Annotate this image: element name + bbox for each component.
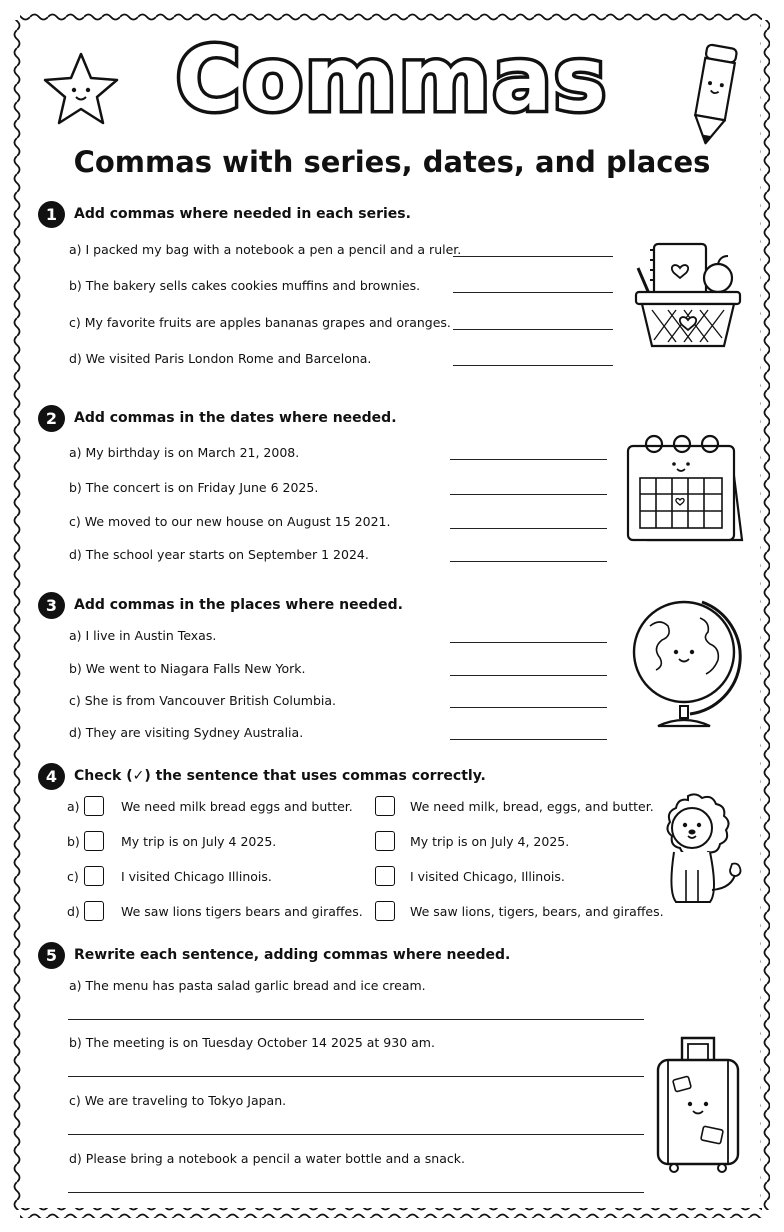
section-title: Add commas in the places where needed. (74, 597, 403, 613)
answer-line[interactable] (453, 365, 613, 366)
rewrite-line[interactable] (68, 1192, 644, 1193)
exercise-item: a) My birthday is on March 21, 2008. (69, 445, 300, 460)
row-letter: c) (67, 869, 79, 884)
checkbox-right[interactable] (375, 901, 395, 921)
pencil-icon (684, 40, 744, 150)
section-number: 4 (38, 763, 65, 790)
exercise-item: d) They are visiting Sydney Australia. (69, 725, 304, 740)
option-text-right: I visited Chicago, Illinois. (410, 869, 565, 884)
exercise-item: d) Please bring a notebook a pencil a water bottle and a snack. (69, 1151, 465, 1166)
checkbox-left[interactable] (84, 796, 104, 816)
calendar-icon (624, 430, 748, 546)
checkbox-right[interactable] (375, 866, 395, 886)
option-text-right: My trip is on July 4, 2025. (410, 834, 570, 849)
exercise-item: d) We visited Paris London Rome and Barcelona. (69, 351, 372, 366)
answer-line[interactable] (450, 459, 607, 460)
answer-line[interactable] (450, 561, 607, 562)
section-number: 3 (38, 592, 65, 619)
answer-line[interactable] (453, 256, 613, 257)
lion-icon (648, 792, 748, 908)
row-letter: d) (67, 904, 80, 919)
answer-line[interactable] (450, 494, 607, 495)
section-3-header (38, 591, 403, 619)
page-title: Commas (175, 28, 609, 131)
exercise-item: d) The school year starts on September 1 2024. (69, 547, 369, 562)
answer-line[interactable] (450, 739, 607, 740)
exercise-item: a) I packed my bag with a notebook a pen a pencil and a ruler. (69, 242, 462, 257)
exercise-item: b) The meeting is on Tuesday October 14 2025 at 930 am. (69, 1035, 435, 1050)
checkbox-left[interactable] (84, 901, 104, 921)
answer-line[interactable] (453, 292, 613, 293)
exercise-item: b) The concert is on Friday June 6 2025. (69, 480, 319, 495)
option-text-left: We saw lions tigers bears and giraffes. (121, 904, 363, 919)
globe-icon (630, 596, 748, 732)
section-title: Check (✓) the sentence that uses commas correctly. (74, 768, 486, 784)
exercise-item: c) We moved to our new house on August 15 2021. (69, 514, 391, 529)
option-text-left: My trip is on July 4 2025. (121, 834, 277, 849)
rewrite-line[interactable] (68, 1019, 644, 1020)
exercise-item: b) We went to Niagara Falls New York. (69, 661, 306, 676)
section-number: 2 (38, 405, 65, 432)
section-title: Rewrite each sentence, adding commas where needed. (74, 947, 511, 963)
row-letter: b) (67, 834, 80, 849)
checkbox-left[interactable] (84, 831, 104, 851)
exercise-item: c) She is from Vancouver British Columbia. (69, 693, 337, 708)
section-title: Add commas where needed in each series. (74, 206, 411, 222)
option-text-left: We need milk bread eggs and butter. (121, 799, 353, 814)
section-number: 5 (38, 942, 65, 969)
answer-line[interactable] (450, 528, 607, 529)
answer-line[interactable] (450, 707, 607, 708)
answer-line[interactable] (450, 675, 607, 676)
row-letter: a) (67, 799, 80, 814)
rewrite-line[interactable] (68, 1134, 644, 1135)
option-text-right: We need milk, bread, eggs, and butter. (410, 799, 654, 814)
checkbox-left[interactable] (84, 866, 104, 886)
suitcase-icon (652, 1032, 744, 1174)
section-title: Add commas in the dates where needed. (74, 410, 397, 426)
star-icon (40, 48, 122, 130)
option-text-left: I visited Chicago Illinois. (121, 869, 272, 884)
answer-line[interactable] (453, 329, 613, 330)
section-4-header (38, 762, 486, 790)
exercise-item: c) My favorite fruits are apples bananas grapes and oranges. (69, 315, 451, 330)
exercise-item: a) The menu has pasta salad garlic bread and ice cream. (69, 978, 426, 993)
section-5-header (38, 941, 510, 969)
checkbox-right[interactable] (375, 796, 395, 816)
page-subtitle: Commas with series, dates, and places (73, 145, 711, 179)
rewrite-line[interactable] (68, 1076, 644, 1077)
checkbox-right[interactable] (375, 831, 395, 851)
exercise-item: c) We are traveling to Tokyo Japan. (69, 1093, 287, 1108)
option-text-right: We saw lions, tigers, bears, and giraffes. (410, 904, 664, 919)
exercise-item: b) The bakery sells cakes cookies muffins and brownies. (69, 278, 421, 293)
section-number: 1 (38, 201, 65, 228)
basket-icon (632, 238, 744, 350)
exercise-item: a) I live in Austin Texas. (69, 628, 217, 643)
answer-line[interactable] (450, 642, 607, 643)
section-1-header (38, 200, 411, 228)
section-2-header (38, 404, 397, 432)
